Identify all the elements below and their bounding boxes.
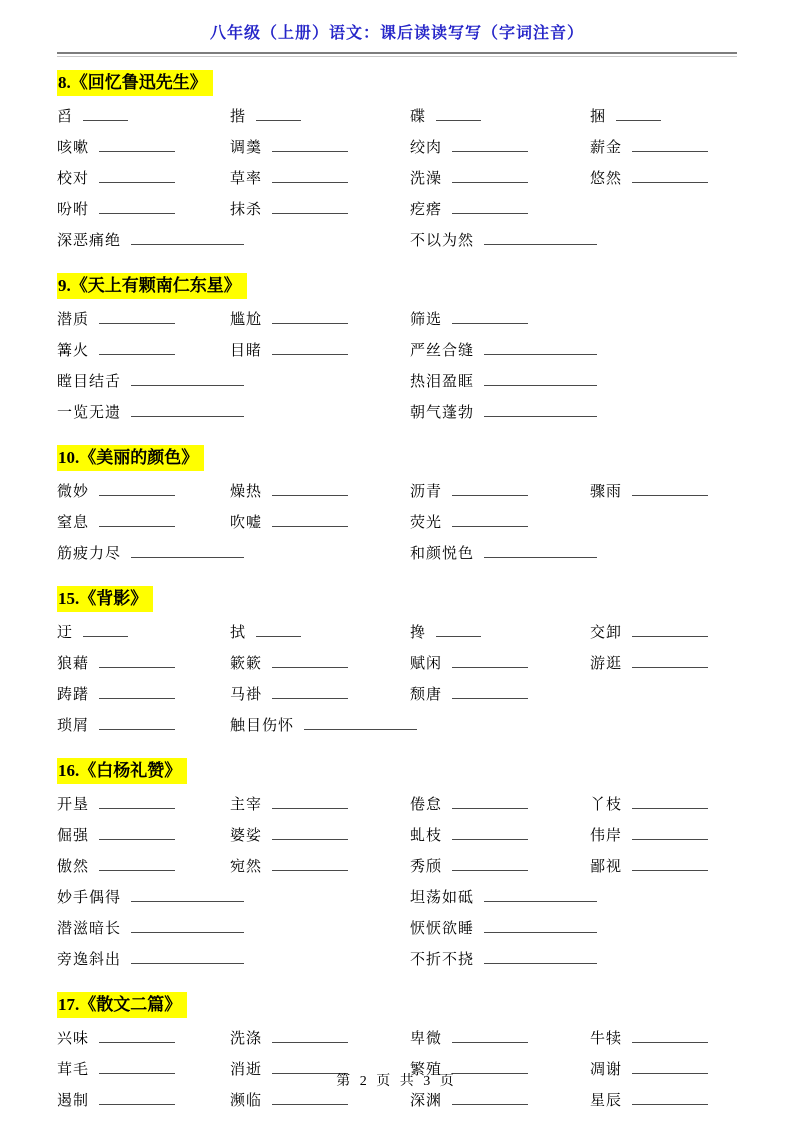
word-entry xyxy=(410,948,737,969)
word-entry xyxy=(57,652,230,673)
answer-blank xyxy=(452,685,528,699)
word-entry xyxy=(57,886,410,907)
word-row xyxy=(57,370,737,401)
answer-blank xyxy=(272,826,348,840)
section-heading-line xyxy=(57,273,737,299)
word-entry xyxy=(57,136,230,157)
word-label: 捆 xyxy=(590,109,607,125)
section-heading-line xyxy=(57,586,737,612)
word-entry xyxy=(590,1027,737,1048)
word-label: 婆娑 xyxy=(230,828,263,844)
answer-blank xyxy=(632,654,708,668)
answer-blank xyxy=(632,482,708,496)
word-entry xyxy=(590,167,737,188)
word-entry xyxy=(57,793,230,814)
word-row xyxy=(57,886,737,917)
word-entry xyxy=(230,1027,410,1048)
word-label: 燥热 xyxy=(230,484,263,500)
word-label: 鄙视 xyxy=(590,859,623,875)
word-label: 潜质 xyxy=(57,312,90,328)
word-label: 傲然 xyxy=(57,859,90,875)
section-6 xyxy=(57,992,737,1120)
word-entry xyxy=(57,167,230,188)
answer-blank xyxy=(272,654,348,668)
word-row xyxy=(57,511,737,542)
answer-blank xyxy=(632,138,708,152)
section-heading: 15.《背影》 xyxy=(57,586,153,612)
word-entry xyxy=(57,339,230,360)
word-entry xyxy=(590,793,737,814)
word-entry xyxy=(410,401,737,422)
word-entry xyxy=(410,652,590,673)
word-row xyxy=(57,339,737,370)
word-entry xyxy=(57,824,230,845)
answer-blank xyxy=(452,200,528,214)
word-label: 触目伤怀 xyxy=(230,718,295,734)
answer-blank xyxy=(632,169,708,183)
answer-blank xyxy=(272,795,348,809)
word-label: 窒息 xyxy=(57,515,90,531)
section-heading-line xyxy=(57,992,737,1018)
answer-blank xyxy=(632,826,708,840)
answer-blank xyxy=(131,403,244,417)
answer-blank xyxy=(452,1091,528,1105)
word-entry xyxy=(410,542,737,563)
word-label: 恹恹欲睡 xyxy=(410,921,475,937)
word-label: 调羹 xyxy=(230,140,263,156)
word-entry xyxy=(410,1027,590,1048)
word-row xyxy=(57,198,737,229)
word-label: 丫枝 xyxy=(590,797,623,813)
word-label: 校对 xyxy=(57,171,90,187)
word-entry xyxy=(410,370,737,391)
word-entry xyxy=(57,105,230,126)
word-label: 和颜悦色 xyxy=(410,546,475,562)
word-label: 宛然 xyxy=(230,859,263,875)
answer-blank xyxy=(484,403,597,417)
word-label: 迂 xyxy=(57,625,74,641)
word-label: 游逛 xyxy=(590,656,623,672)
word-entry xyxy=(57,198,230,219)
word-label: 草率 xyxy=(230,171,263,187)
word-label: 热泪盈眶 xyxy=(410,374,475,390)
word-label: 主宰 xyxy=(230,797,263,813)
word-label: 凋谢 xyxy=(590,1062,623,1078)
answer-blank xyxy=(99,169,175,183)
word-row xyxy=(57,1027,737,1058)
word-label: 悠然 xyxy=(590,171,623,187)
word-entry xyxy=(230,198,410,219)
answer-blank xyxy=(131,950,244,964)
word-entry xyxy=(230,105,410,126)
answer-blank xyxy=(256,623,301,637)
word-entry xyxy=(57,621,230,642)
word-entry xyxy=(410,855,590,876)
answer-blank xyxy=(484,950,597,964)
word-entry xyxy=(57,370,410,391)
answer-blank xyxy=(272,513,348,527)
word-label: 筋疲力尽 xyxy=(57,546,122,562)
answer-blank xyxy=(484,888,597,902)
word-entry xyxy=(410,793,590,814)
word-label: 不折不挠 xyxy=(410,952,475,968)
word-entry xyxy=(230,136,410,157)
page-number-footer: 第 2 页 共 3 页 xyxy=(336,1074,457,1089)
word-entry xyxy=(410,308,590,329)
word-entry xyxy=(57,401,410,422)
answer-blank xyxy=(99,341,175,355)
word-row xyxy=(57,683,737,714)
word-entry xyxy=(57,683,230,704)
answer-blank xyxy=(452,310,528,324)
word-entry xyxy=(410,339,737,360)
answer-blank xyxy=(99,1091,175,1105)
answer-blank xyxy=(256,107,301,121)
word-row xyxy=(57,542,737,573)
answer-blank xyxy=(632,1029,708,1043)
word-label: 绞肉 xyxy=(410,140,443,156)
answer-blank xyxy=(272,341,348,355)
word-label: 深恶痛绝 xyxy=(57,233,122,249)
word-label: 狼藉 xyxy=(57,656,90,672)
word-label: 朝气蓬勃 xyxy=(410,405,475,421)
word-label: 深渊 xyxy=(410,1093,443,1109)
word-entry xyxy=(57,480,230,501)
word-entry xyxy=(230,714,590,735)
word-label: 虬枝 xyxy=(410,828,443,844)
answer-blank xyxy=(272,200,348,214)
word-label: 沥青 xyxy=(410,484,443,500)
answer-blank xyxy=(99,654,175,668)
word-row xyxy=(57,401,737,432)
answer-blank xyxy=(272,310,348,324)
word-label: 潜滋暗长 xyxy=(57,921,122,937)
section-heading: 8.《回忆鲁迅先生》 xyxy=(57,70,213,96)
word-entry xyxy=(230,167,410,188)
answer-blank xyxy=(272,1091,348,1105)
word-label: 骤雨 xyxy=(590,484,623,500)
word-entry xyxy=(410,511,590,532)
word-label: 簌簌 xyxy=(230,656,263,672)
word-entry xyxy=(57,511,230,532)
answer-blank xyxy=(452,482,528,496)
word-label: 倦怠 xyxy=(410,797,443,813)
word-entry xyxy=(230,480,410,501)
word-label: 消逝 xyxy=(230,1062,263,1078)
answer-blank xyxy=(99,482,175,496)
word-label: 坦荡如砥 xyxy=(410,890,475,906)
word-entry xyxy=(590,824,737,845)
section-heading-line xyxy=(57,758,737,784)
section-heading-line xyxy=(57,70,737,96)
answer-blank xyxy=(131,888,244,902)
answer-blank xyxy=(99,826,175,840)
word-entry xyxy=(410,229,737,250)
word-row xyxy=(57,714,737,745)
section-5 xyxy=(57,758,737,979)
word-row xyxy=(57,793,737,824)
word-label: 碟 xyxy=(410,109,427,125)
word-label: 洗澡 xyxy=(410,171,443,187)
word-row xyxy=(57,308,737,339)
word-row xyxy=(57,948,737,979)
answer-blank xyxy=(632,857,708,871)
answer-blank xyxy=(484,341,597,355)
answer-blank xyxy=(99,310,175,324)
word-label: 一览无遗 xyxy=(57,405,122,421)
word-label: 踌躇 xyxy=(57,687,90,703)
answer-blank xyxy=(484,372,597,386)
answer-blank xyxy=(272,138,348,152)
word-entry xyxy=(410,167,590,188)
word-row xyxy=(57,480,737,511)
word-label: 不以为然 xyxy=(410,233,475,249)
word-row xyxy=(57,621,737,652)
word-label: 微妙 xyxy=(57,484,90,500)
word-label: 筛选 xyxy=(410,312,443,328)
word-label: 吹嘘 xyxy=(230,515,263,531)
answer-blank xyxy=(272,857,348,871)
word-row xyxy=(57,229,737,260)
word-entry xyxy=(410,1089,590,1110)
answer-blank xyxy=(99,138,175,152)
word-label: 揩 xyxy=(230,109,247,125)
word-entry xyxy=(230,511,410,532)
word-label: 繁殖 xyxy=(410,1062,443,1078)
word-row xyxy=(57,167,737,198)
answer-blank xyxy=(99,513,175,527)
word-label: 薪金 xyxy=(590,140,623,156)
answer-blank xyxy=(99,795,175,809)
word-label: 濒临 xyxy=(230,1093,263,1109)
answer-blank xyxy=(131,372,244,386)
word-entry xyxy=(410,105,590,126)
section-3 xyxy=(57,445,737,573)
word-entry xyxy=(590,652,737,673)
word-entry xyxy=(410,683,590,704)
word-entry xyxy=(590,855,737,876)
word-label: 赋闲 xyxy=(410,656,443,672)
word-label: 交卸 xyxy=(590,625,623,641)
answer-blank xyxy=(272,685,348,699)
answer-blank xyxy=(452,795,528,809)
word-entry xyxy=(590,621,737,642)
word-entry xyxy=(590,480,737,501)
answer-blank xyxy=(452,1029,528,1043)
word-entry xyxy=(230,339,410,360)
word-label: 卑微 xyxy=(410,1031,443,1047)
title-divider xyxy=(57,52,737,57)
answer-blank xyxy=(632,623,708,637)
word-row xyxy=(57,855,737,886)
answer-blank xyxy=(99,200,175,214)
answer-blank xyxy=(272,169,348,183)
word-label: 琐屑 xyxy=(57,718,90,734)
word-label: 咳嗽 xyxy=(57,140,90,156)
word-label: 颓唐 xyxy=(410,687,443,703)
word-label: 抹杀 xyxy=(230,202,263,218)
word-label: 旁逸斜出 xyxy=(57,952,122,968)
section-heading: 17.《散文二篇》 xyxy=(57,992,187,1018)
answer-blank xyxy=(83,623,128,637)
word-label: 牛犊 xyxy=(590,1031,623,1047)
section-heading-line xyxy=(57,445,737,471)
answer-blank xyxy=(436,107,481,121)
word-label: 妙手偶得 xyxy=(57,890,122,906)
word-row xyxy=(57,105,737,136)
answer-blank xyxy=(436,623,481,637)
word-entry xyxy=(57,714,230,735)
answer-blank xyxy=(452,654,528,668)
section-heading: 10.《美丽的颜色》 xyxy=(57,445,204,471)
word-row xyxy=(57,652,737,683)
answer-blank xyxy=(304,716,417,730)
answer-blank xyxy=(632,795,708,809)
word-entry xyxy=(57,917,410,938)
answer-blank xyxy=(131,231,244,245)
word-label: 马褂 xyxy=(230,687,263,703)
word-entry xyxy=(410,824,590,845)
word-entry xyxy=(410,198,590,219)
answer-blank xyxy=(452,138,528,152)
answer-blank xyxy=(616,107,661,121)
word-label: 开垦 xyxy=(57,797,90,813)
word-entry xyxy=(230,652,410,673)
answer-blank xyxy=(272,1029,348,1043)
word-entry xyxy=(230,621,410,642)
section-heading: 9.《天上有颗南仁东星》 xyxy=(57,273,247,299)
answer-blank xyxy=(131,919,244,933)
word-label: 伟岸 xyxy=(590,828,623,844)
word-entry xyxy=(590,105,737,126)
answer-blank xyxy=(272,482,348,496)
word-label: 吩咐 xyxy=(57,202,90,218)
word-entry xyxy=(410,136,590,157)
answer-blank xyxy=(452,513,528,527)
word-label: 疙瘩 xyxy=(410,202,443,218)
word-entry xyxy=(410,480,590,501)
section-2 xyxy=(57,273,737,432)
word-label: 洗涤 xyxy=(230,1031,263,1047)
word-label: 茸毛 xyxy=(57,1062,90,1078)
word-entry xyxy=(230,683,410,704)
word-label: 星辰 xyxy=(590,1093,623,1109)
word-label: 遏制 xyxy=(57,1093,90,1109)
answer-blank xyxy=(484,231,597,245)
word-entry xyxy=(230,793,410,814)
answer-blank xyxy=(99,685,175,699)
word-entry xyxy=(410,886,737,907)
word-label: 倔强 xyxy=(57,828,90,844)
word-label: 秀颀 xyxy=(410,859,443,875)
section-1 xyxy=(57,70,737,260)
word-entry xyxy=(57,1027,230,1048)
word-row xyxy=(57,824,737,855)
answer-blank xyxy=(452,169,528,183)
word-label: 荧光 xyxy=(410,515,443,531)
answer-blank xyxy=(83,107,128,121)
word-entry xyxy=(57,229,410,250)
answer-blank xyxy=(452,857,528,871)
word-label: 拭 xyxy=(230,625,247,641)
answer-blank xyxy=(99,716,175,730)
word-entry xyxy=(230,1089,410,1110)
sections-container xyxy=(57,70,737,1120)
answer-blank xyxy=(452,826,528,840)
word-entry xyxy=(57,855,230,876)
answer-blank xyxy=(131,544,244,558)
word-entry xyxy=(57,948,410,969)
word-label: 目睹 xyxy=(230,343,263,359)
word-entry xyxy=(57,1089,230,1110)
word-entry xyxy=(410,621,590,642)
word-label: 兴味 xyxy=(57,1031,90,1047)
answer-blank xyxy=(99,1029,175,1043)
answer-blank xyxy=(484,919,597,933)
word-label: 瞠目结舌 xyxy=(57,374,122,390)
word-entry xyxy=(590,136,737,157)
word-entry xyxy=(590,1089,737,1110)
word-label: 搀 xyxy=(410,625,427,641)
word-entry xyxy=(57,308,230,329)
word-entry xyxy=(57,542,410,563)
word-label: 尴尬 xyxy=(230,312,263,328)
word-label: 严丝合缝 xyxy=(410,343,475,359)
answer-blank xyxy=(484,544,597,558)
word-label: 舀 xyxy=(57,109,74,125)
answer-blank xyxy=(99,857,175,871)
word-entry xyxy=(230,308,410,329)
word-row xyxy=(57,917,737,948)
answer-blank xyxy=(632,1091,708,1105)
word-entry xyxy=(230,824,410,845)
section-4 xyxy=(57,586,737,745)
word-row xyxy=(57,136,737,167)
word-row xyxy=(57,1089,737,1120)
word-entry xyxy=(410,917,737,938)
document-title: 八年级（上册）语文：课后读读写写（字词注音） xyxy=(209,25,584,42)
section-heading: 16.《白杨礼赞》 xyxy=(57,758,187,784)
word-label: 篝火 xyxy=(57,343,90,359)
word-entry xyxy=(230,855,410,876)
